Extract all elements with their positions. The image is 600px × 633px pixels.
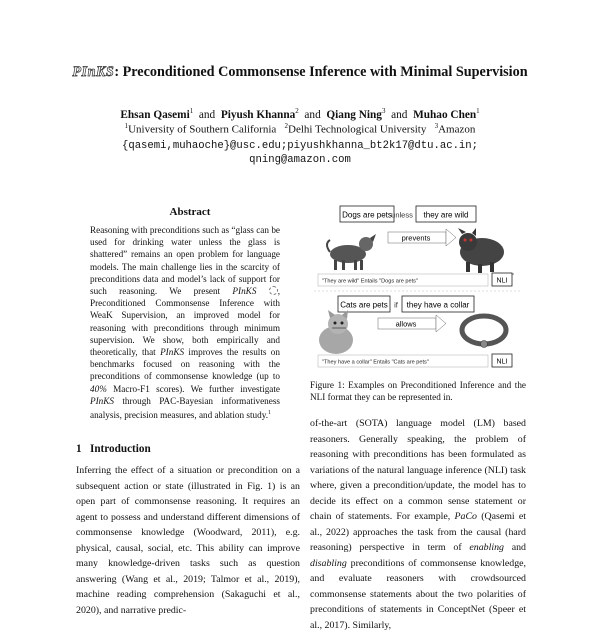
wild-dog-icon xyxy=(458,228,514,274)
pinks-logo: PInKS xyxy=(72,64,115,80)
affiliations: $^1$University of Southern California $^2$Delhi Technological University $^3$Amazon xyxy=(124,122,476,136)
nli-statement: "They have a collar" Entails "Cats are pets" xyxy=(322,359,429,366)
intro-left-text: Inferring the effect of a situation or precondition on a subsequent action or state (illustrated in Fig. 1) is an open part of commonsense reasoning. It requires an agent to possess and understand different dimensions of commonsense knowledge (Woodward, 2011), e.g. physical, causal, social, etc. This ability can improve many knowledge-driven tasks such as question answering (Wang et al., 2019; Talmor et al., 2019), machine reading comprehension (Sakaguchi et al., 2020), and narrative predic- xyxy=(76,465,300,616)
footnote-mark: 1 xyxy=(268,410,272,417)
author-name: Ehsan Qasemi xyxy=(120,108,190,121)
author-name: Muhao Chen xyxy=(413,108,477,121)
cat-icon xyxy=(319,310,353,354)
figure-1 xyxy=(310,202,526,374)
abstract-body: Reasoning with preconditions such as “glass can be used for drinking water unless the glass is shattered” remains an open problem for language models. The main challenge lies in the scarcity of preconditions data and model’s lack of support for such reasoning. We present PInKS , Preconditioned Commonsense Inference with WeaK Supervision, an improved model for reasoning with preconditions through minimum supervision. We show, both empirically and theoretically, that PInKS improves the results on benchmarks focused on reasoning with the preconditions of commonsense knowledge (up to 40% Macro-F1 scores). We further investigate PInKS through PAC-Bayesian informativeness analysis, precision measures, and ablation study.$^1$ xyxy=(90,225,281,421)
title-text: : Preconditioned Commonsense Inference with Minimal Supervision xyxy=(114,64,528,80)
affiliation: Delhi Technological University xyxy=(288,123,427,136)
collar-icon xyxy=(462,316,506,348)
figure-connector: unless xyxy=(391,210,413,220)
gear-icon xyxy=(269,286,278,295)
figure-bottom-panel xyxy=(318,296,512,367)
affiliation: University of Southern California xyxy=(128,123,277,136)
author-name: Piyush Khanna xyxy=(220,108,296,121)
nli-statement: "They are wild" Entails "Dogs are pets" xyxy=(322,278,418,285)
figure-caption: Figure 1: Examples on Preconditioned Inference and the NLI format they can be represented in. xyxy=(310,380,526,402)
author-name: Qiang Ning xyxy=(326,108,382,121)
author-list: Ehsan Qasemi$^1$ and Piyush Khanna$^2$ and Qiang Ning$^3$ and Muhao Chen$^1$ xyxy=(120,107,480,121)
affiliation: Amazon xyxy=(438,123,476,136)
relation-label: allows xyxy=(395,319,417,329)
figure-box-text: Cats are pets xyxy=(340,300,388,310)
email-line-2: qning@amazon.com xyxy=(249,154,351,166)
email-line-1: {qasemi,muhaoche}@usc.edu;piyushkhanna_bt2k17@dtu.ac.in; xyxy=(121,140,478,152)
nli-badge-label: NLI xyxy=(496,277,508,285)
figure-top-panel xyxy=(318,206,514,286)
figure-connector: if xyxy=(394,300,398,310)
relation-label: prevents xyxy=(401,233,431,243)
nli-badge-label: NLI xyxy=(496,358,508,366)
dog-icon xyxy=(327,234,376,270)
intro-right-text: of-the-art (SOTA) language model (LM) based reasoners. Generally speaking, the problem of reasoning with preconditions has been formulated as variations of the natural language inference (NLI) task where, given a precondition/update, the model has to decide its effect on a common sense statement or chain of statements. For example, PaCo (Qasemi et al., 2022) approaches the task from the causal (hard reasoning) perspective in term of enabling and disabling preconditions of commonsense knowledge, and evaluate reasoners with crowdsourced commonsense statements about the two polarities of preconditions of statements in ConceptNet (Speer et al., 2017). Similarly, xyxy=(310,418,526,631)
figure-box-text: they have a collar xyxy=(406,300,470,310)
figure-box-text: they are wild xyxy=(423,210,469,220)
abstract-heading: Abstract xyxy=(169,206,211,218)
paper-title xyxy=(0,64,600,81)
section-heading: 1 Introduction xyxy=(76,443,151,455)
figure-box-text: Dogs are pets xyxy=(342,210,392,220)
